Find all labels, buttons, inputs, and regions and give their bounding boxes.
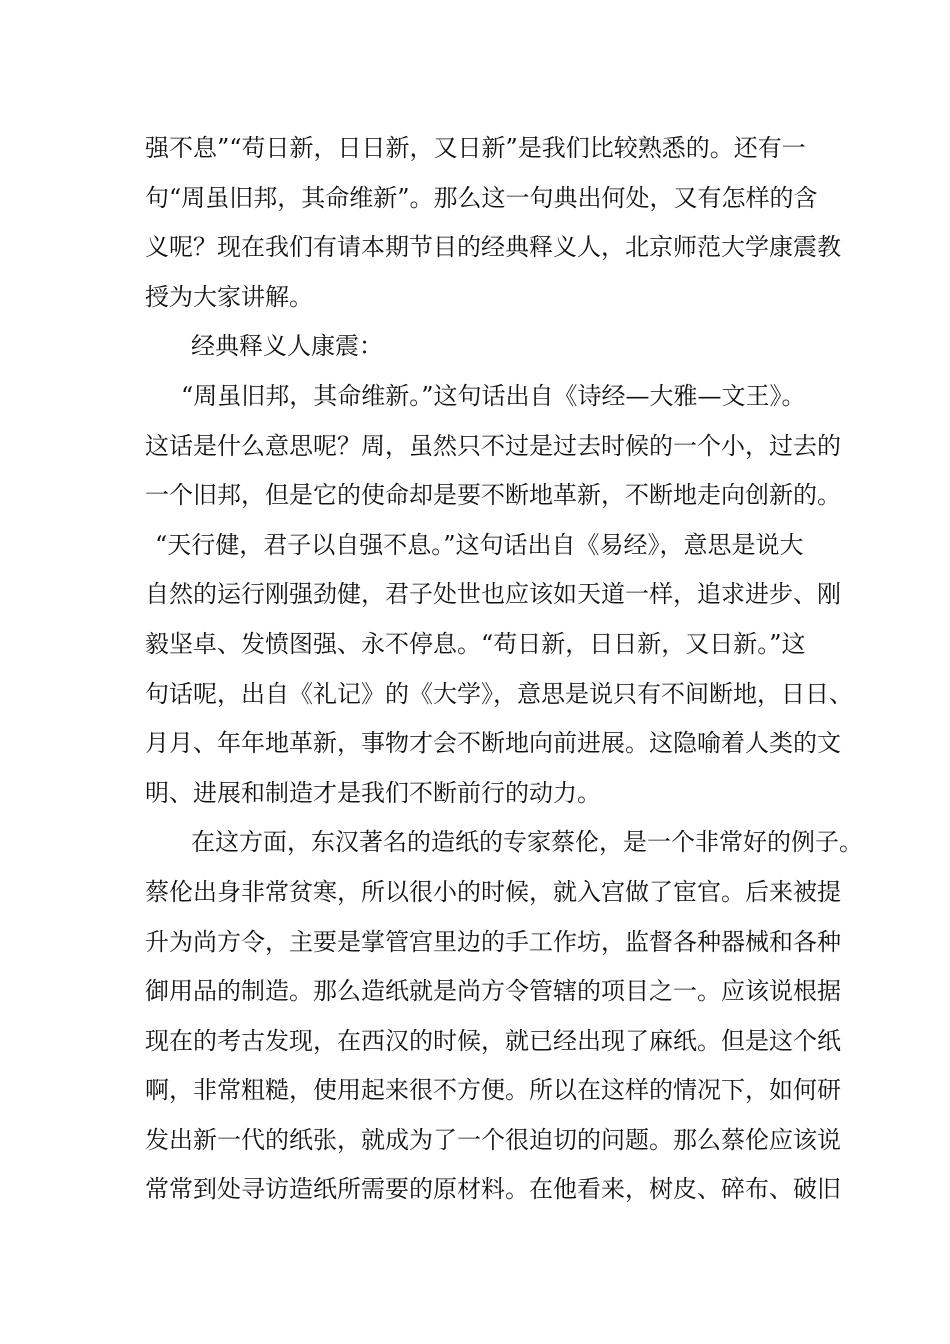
text-line: 义呢？现在我们有请本期节目的经典释义人，北京师范大学康震教 <box>145 233 841 262</box>
text-line: 发出新一代的纸张，就成为了一个很迫切的问题。那么蔡伦应该说 <box>145 1125 841 1154</box>
text-line: 御用品的制造。那么造纸就是尚方令管辖的项目之一。应该说根据 <box>145 977 841 1006</box>
text-line: 毅坚卓、发愤图强、永不停息。“苟日新，日日新，又日新。”这 <box>145 629 806 658</box>
text-line: 授为大家讲解。 <box>145 282 313 311</box>
text-line: 在这方面，东汉著名的造纸的专家蔡伦，是一个非常好的例子。 <box>191 828 863 857</box>
text-line: 现在的考古发现，在西汉的时候，就已经出现了麻纸。但是这个纸 <box>145 1026 841 1055</box>
text-line: 常常到处寻访造纸所需要的原材料。在他看来，树皮、碎布、破旧 <box>145 1175 841 1204</box>
text-line: 啊，非常粗糙，使用起来很不方便。所以在这样的情况下，如何研 <box>145 1076 841 1105</box>
text-line: 自然的运行刚强劲健，君子处世也应该如天道一样，追求进步、刚 <box>145 580 841 609</box>
body-text <box>145 124 863 1215</box>
text-line: “天行健，君子以自强不息。”这句话出自《易经》，意思是说大 <box>155 530 804 559</box>
text-line: 句“周虽旧邦，其命维新”。那么这一句典出何处，又有怎样的含 <box>145 183 818 212</box>
text-line: 这话是什么意思呢？周，虽然只不过是过去时候的一个小，过去的 <box>145 431 841 460</box>
text-line: 升为尚方令，主要是掌管宫里边的手工作坊，监督各种器械和各种 <box>145 927 841 956</box>
text-line: 明、进展和制造才是我们不断前行的动力。 <box>145 778 601 807</box>
text-line: 蔡伦出身非常贫寒，所以很小的时候，就入宫做了宦官。后来被提 <box>145 877 841 906</box>
text-line: “周虽旧邦，其命维新。”这句话出自《诗经—大雅—文王》。 <box>181 381 806 410</box>
text-line: 句话呢，出自《礼记》的《大学》，意思是说只有不间断地，日日、 <box>145 679 853 708</box>
speaker-label: 经典释义人康震： <box>191 332 383 361</box>
text-line: 强不息”“苟日新，日日新，又日新”是我们比较熟悉的。还有一 <box>145 134 806 162</box>
text-line: 月月、年年地革新，事物才会不断地向前进展。这隐喻着人类的文 <box>145 729 841 758</box>
text-line: 一个旧邦，但是它的使命却是要不断地革新，不断地走向创新的。 <box>145 481 841 510</box>
